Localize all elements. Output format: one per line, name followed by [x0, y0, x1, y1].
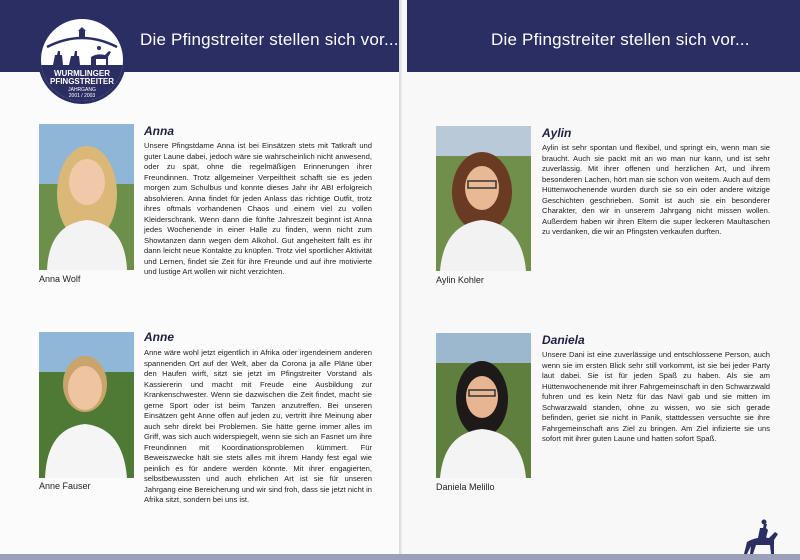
name-aylin: Aylin [542, 126, 572, 140]
bio-daniela [542, 350, 770, 445]
bio-anna-text: Unsere Pfingstdame Anna ist bei Einsätzen stets mit Tatkraft und guter Laune dabei, jedoch wäre sie wahrscheinlich nicht anwesend, oder zu spät, ohne die regelmäßigen Erinnerungen ihrer Freundinnen. Trotz allgemeiner Verpeiltheit schafft sie es jeden morgen zum Schulbus und konnte dieses Jahr ihr ABI erfolgreich absolvieren. Anna findet für jeden Anlass das richtige Outfit, trotz ihres oftmals vorhandenen Chaos und einem viel zu vollen Kleiderschrank. Wenn dann die fünfte Jahreszeit beginnt ist Anna jedes Wochenende in einer Halle zu finden, wenn nicht zum Showtanzen dann wegen dem Alkohol. Gut angeheitert fällt es ihr dann leicht neue Kontakte zu knüpfen. Trotz viel sportlicher Aktivität und Lernen, findet sie Zeit für ihre Freunde und auf ihre motivierte und lustige Art wollen wir nicht verzichten. [144, 141, 372, 276]
bio-daniela-text: Unsere Dani ist eine zuverlässige und entschlossene Person, auch wenn sie im ersten Blick sehr still vorkommt, ist sie bei jeder Party laut dabei. Sie ist für jeden Spaß zu haben. Als sie am Hüttenwochenende mit ihrer Fahrgemeinschaft in den Schwarzwald fuhren und es kein Netz für das Navi gab und sie mitten im Schwarzwald standen, ohne zu wissen, wo sie sich gerade befinden, geriet sie nicht in Panik, stattdessen versuchte sie ihre Fahrgemeinschaft ans Ziel zu bringen. Am Ziel infizierte sie uns sofort mit ihrer guten Laune und hatten sofort Spaß. [542, 350, 770, 443]
caption-daniela: Daniela Melillo [436, 482, 495, 492]
right-page [402, 0, 800, 560]
bio-anne-text: Anne wäre wohl jetzt eigentlich in Afrika oder irgendeinem anderen spannenden Ort auf der Welt, aber da Corona ja alle Pläne über den Haufen wirft, sitzt sie jetzt im Pfingstreiter Vorstand als Kassiererin und macht mit Freude eine Ausbildung zur Krankenschwester. Wenn sie dazwischen die Zeit findet, macht sie gerne Sport oder ist beim Tanzen anzutreffen. Bei unseren Einsätzen geht Anne offen auf jeden zu, vertritt ihre Meinung aber auch sehr direkt bei Problemen. Sie hätte gerne immer alles im Griff, was sich auch widerspiegelt, wenn sie sich an Fasnet um ihre Freundinnen mit Koordinationsproblemen kümmert. Für Beweiszwecke hält sie stets alles mit ihrem Handy fest egal wie peinlich es für andere werden könnte. Mit ihrer engagierten, selbstbewussten und auch ehrlichen Art ist sie für unseren Jahrgang eine Bereicherung und wir sind froh, dass sie jetzt nicht in Afrika sitzt, sondern bei uns ist. [144, 348, 372, 504]
name-anna: Anna [144, 124, 174, 138]
portrait-anna [39, 124, 134, 270]
logo-line-1: WURMLINGER [54, 69, 110, 78]
bio-anne [144, 348, 372, 506]
header-banner-right [407, 0, 800, 72]
bottom-edge [0, 554, 800, 560]
logo-line-3: JAHRGANG [68, 87, 96, 93]
portrait-anne [39, 332, 134, 478]
logo-line-2: PFINGSTREITER [49, 77, 114, 86]
name-anne: Anne [144, 330, 174, 344]
portrait-aylin [436, 126, 531, 271]
bio-anna [144, 141, 372, 278]
name-daniela: Daniela [542, 333, 585, 347]
logo-line-4: 2001 / 2003 [68, 93, 96, 99]
page-title-right: Die Pfingstreiter stellen sich vor... [491, 30, 750, 49]
riders-silhouette-icon [41, 27, 123, 67]
bio-aylin-text: Aylin ist sehr spontan und flexibel, und springt ein, wenn man sie braucht. Auch sie packt mit an wo man nur kann, und ist sehr zuverlässig. Mit ihrer offenen und herzlichen Art, und ihrem besonderen Lachen, hört man sie schon von weitem. Auch auf dem Hüttenwochenende wurden durch sie so ein oder andere witzige Geschichten geschrieben. Somit ist auch sie ein besonderer Charakter, den wir in unserem Jahrgang nicht missen wollen. Außerdem haben wir ihren Eltern die super leckeren Maultaschen zu verdanken, die wir an Pfingsten verkaufen durften. [542, 143, 770, 236]
horse-rider-icon [740, 518, 784, 556]
portrait-daniela [436, 333, 531, 478]
pfingstreiter-logo [38, 16, 126, 104]
caption-aylin: Aylin Kohler [436, 275, 484, 285]
caption-anne: Anne Fauser [39, 481, 91, 491]
bio-aylin [542, 143, 770, 238]
page-title-left: Die Pfingstreiter stellen sich vor... [140, 30, 399, 49]
caption-anna: Anna Wolf [39, 274, 81, 284]
